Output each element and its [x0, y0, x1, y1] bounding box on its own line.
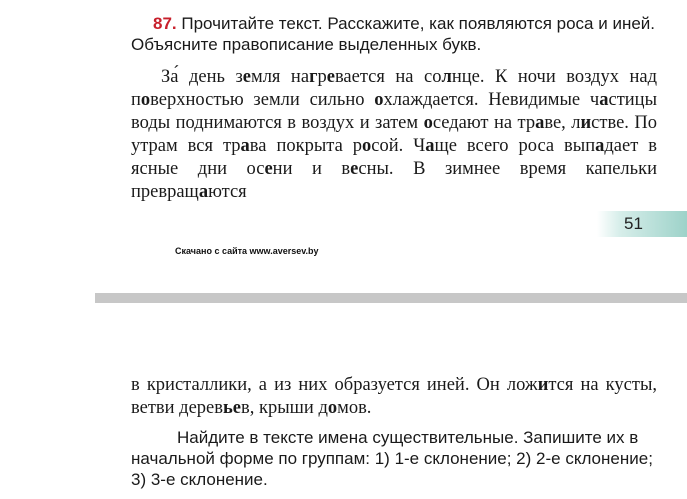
passage-text: ются — [208, 182, 247, 202]
passage-text: дает в ясные дни ос — [131, 136, 657, 179]
highlighted-letter: а — [599, 90, 609, 110]
passage-text: хлаждается. Невидимые ч — [383, 90, 600, 110]
page-number: 51 — [624, 214, 643, 233]
highlighted-letter: е — [326, 67, 335, 87]
highlighted-letter: а — [595, 136, 605, 156]
highlighted-letter: г — [309, 67, 318, 87]
passage-text: ве, л — [544, 113, 581, 133]
passage-text: р — [317, 67, 327, 87]
passage-text: ва покрыта р — [249, 136, 362, 156]
highlighted-letter: а — [240, 136, 250, 156]
passage-text: стицы воды поднимаются в воздух и затем — [131, 90, 658, 133]
passage-text: ни и в — [272, 159, 351, 179]
exercise-instruction-text: Прочитайте текст. Расскажите, как появляются роса и иней. Объясните правописание выделенных букв. — [131, 14, 656, 54]
passage-text: день з — [178, 67, 243, 87]
passage-text: За́ — [161, 67, 179, 87]
passage-text: сой. Ч — [371, 136, 426, 156]
highlighted-letter: и — [580, 113, 592, 133]
highlighted-letter: о — [327, 398, 338, 418]
passage-text: в кристаллики, а из них образуется иней. Он лож — [131, 375, 538, 395]
highlighted-letter: л — [441, 67, 452, 87]
passage-text: нце. К ночи воздух над п — [131, 67, 657, 110]
highlighted-letter: а — [425, 136, 435, 156]
source-note: Скачано с сайта www.aversev.by — [175, 246, 319, 256]
passage-text: в, крыши д — [241, 398, 328, 418]
passage-text: мля на — [250, 67, 310, 87]
task-instruction: Найдите в тексте имена существительные. Запишите их в начальной форме по группам: 1) 1-е склонение; 2) 2-е склонение; 3) 3-е склонение. — [131, 428, 653, 489]
highlighted-letter: е — [350, 159, 359, 179]
passage-text: мов. — [337, 398, 372, 418]
passage-text: верхностью земли сильно — [150, 90, 375, 110]
highlighted-letter: ье — [223, 398, 242, 418]
highlighted-letter: и — [537, 375, 549, 395]
passage-text: вается на со — [334, 67, 442, 87]
passage-text: тся на кусты, ветви дерев — [131, 375, 657, 418]
passage-text: сны. В зимнее время капельки превращ — [131, 159, 657, 202]
page-divider — [95, 293, 687, 303]
reading-passage-part-1 — [131, 66, 657, 204]
passage-text: ще всего роса вып — [434, 136, 596, 156]
exercise-instruction — [131, 13, 657, 55]
reading-passage-part-2 — [131, 374, 657, 420]
exercise-number: 87. — [153, 14, 177, 33]
highlighted-letter: а — [198, 182, 209, 202]
highlighted-letter: а — [535, 113, 545, 133]
highlighted-letter: о — [423, 113, 433, 133]
passage-text: стве. По утрам вся тр — [131, 113, 657, 156]
highlighted-letter: о — [140, 90, 151, 110]
highlighted-letter: е — [242, 67, 251, 87]
highlighted-letter: е — [264, 159, 273, 179]
highlighted-letter: о — [374, 90, 384, 110]
passage-text: седают на тр — [432, 113, 536, 133]
highlighted-letter: о — [362, 136, 372, 156]
